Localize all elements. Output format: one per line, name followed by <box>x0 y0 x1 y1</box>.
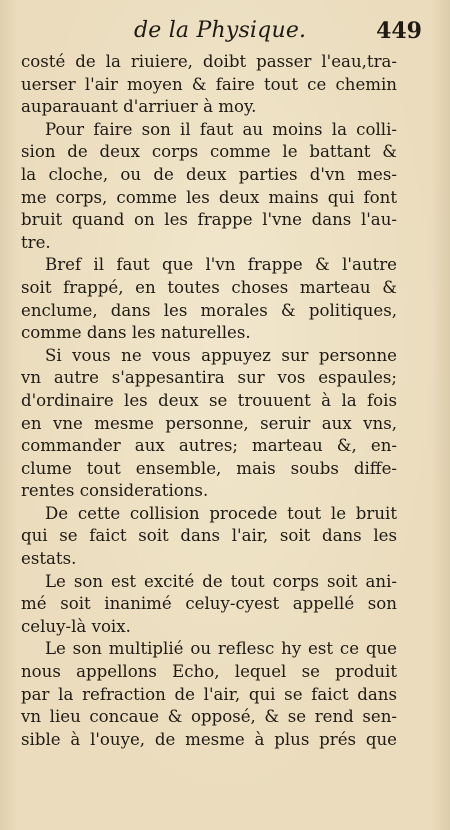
text-line: estats. <box>21 549 77 569</box>
text-line: mé soit inanimé celuy-cyest appellé son <box>21 594 397 614</box>
text-line: vn autre s'appesantira sur vos espaules; <box>21 368 397 388</box>
text-line: sible à l'ouye, de mesme à plus prés que <box>21 729 397 749</box>
text-line: en vne mesme personne, seruir aux vns, <box>21 413 397 433</box>
text-line: costé de la riuiere, doibt passer l'eau,tra- <box>21 52 397 71</box>
text-line: Le son multiplié ou reflesc hy est ce que <box>45 639 397 659</box>
text-line: d'ordinaire les deux se trouuent à la fois <box>21 390 397 410</box>
text-line: me corps, comme les deux mains qui font <box>21 187 397 207</box>
text-line: rentes considerations. <box>21 481 209 501</box>
text-line: tre. <box>21 232 51 252</box>
text-line: par la refraction de l'air, qui se faict dans <box>21 684 397 704</box>
text-line: Pour faire son il faut au moins la colli- <box>45 119 397 139</box>
text-line: enclume, dans les morales & politiques, <box>21 300 397 320</box>
text-line: commander aux autres; marteau &, en- <box>21 436 397 456</box>
text-line: qui se faict soit dans l'air, soit dans les <box>21 526 397 546</box>
page-number: 449 <box>376 18 422 44</box>
text-line: Si vous ne vous appuyez sur personne <box>45 345 397 365</box>
text-line: celuy-là voix. <box>21 616 131 636</box>
text-line: uerser l'air moyen & faire tout ce chemin <box>21 74 397 94</box>
text-line: vn lieu concaue & opposé, & se rend sen- <box>21 707 397 727</box>
text-line: sion de deux corps comme le battant & <box>21 142 397 162</box>
page-header <box>24 18 430 48</box>
text-line: soit frappé, en toutes choses marteau & <box>21 277 397 297</box>
text-line: la cloche, ou de deux parties d'vn mes- <box>21 164 397 184</box>
text-line: auparauant d'arriuer à moy. <box>21 97 257 117</box>
body-text <box>21 51 397 751</box>
text-line: clume tout ensemble, mais soubs diffe- <box>21 458 397 478</box>
text-line: comme dans les naturelles. <box>21 323 251 343</box>
running-head: de la Physique. <box>134 18 307 43</box>
text-line: Bref il faut que l'vn frappe & l'autre <box>45 255 397 275</box>
text-line: nous appellons Echo, lequel se produit <box>21 662 397 682</box>
text-line: De cette collision procede tout le bruit <box>45 503 397 523</box>
text-line: bruit quand on les frappe l'vne dans l'au- <box>21 210 397 230</box>
text-line: Le son est excité de tout corps soit ani- <box>45 571 397 591</box>
